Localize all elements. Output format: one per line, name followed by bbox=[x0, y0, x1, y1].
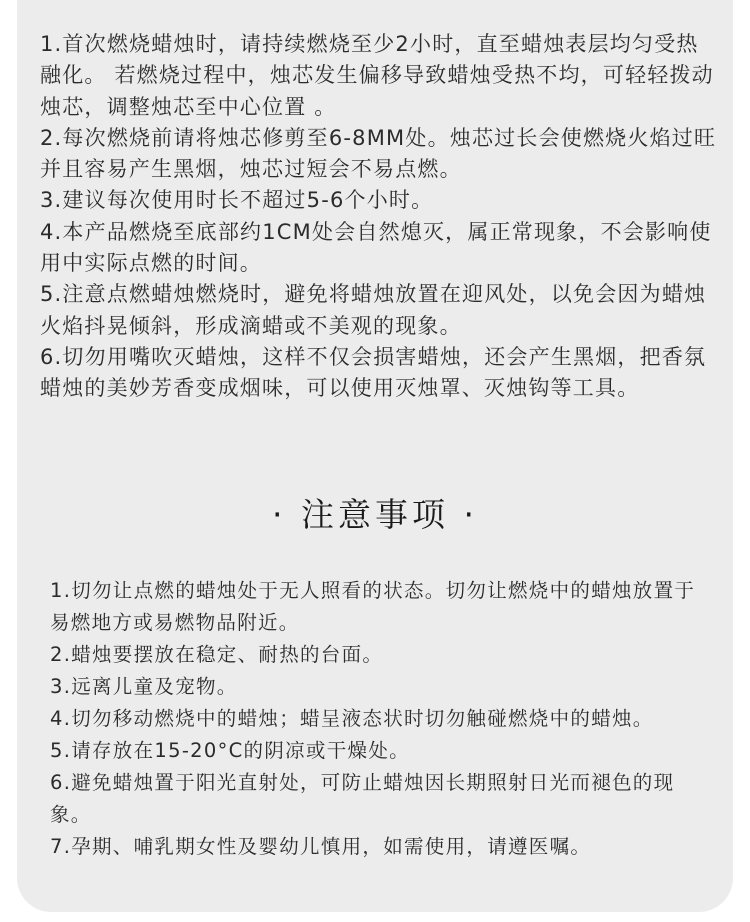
usage-instructions-list bbox=[40, 29, 720, 405]
usage-item-5: 5.注意点燃蜡烛燃烧时，避免将蜡烛放置在迎风处，以免会因为蜡烛火焰抖晃倾斜，形成滴蜡或不美观的现象。 bbox=[40, 282, 707, 338]
usage-item-3: 3.建议每次使用时长不超过5-6个小时。 bbox=[40, 188, 434, 213]
usage-item-4: 4.本产品燃烧至底部约1CM处会自然熄灭，属正常现象，不会影响使用中实际点燃的时间。 bbox=[40, 219, 712, 276]
precautions-list bbox=[50, 575, 710, 863]
usage-item-1: 1.首次燃烧蜡烛时，请持续燃烧至少2小时，直至蜡烛表层均匀受热融化。 若燃烧过程中，烛芯发生偏移导致蜡烛受热不均，可轻轻拨动烛芯，调整烛芯至中心位置 。 bbox=[40, 32, 714, 119]
precaution-item-7: 7.孕期、哺乳期女性及婴幼儿慎用，如需使用，请遵医嘱。 bbox=[50, 835, 592, 858]
precaution-item-5: 5.请存放在15-20°C的阴凉或干燥处。 bbox=[50, 739, 410, 762]
precaution-item-6: 6.避免蜡烛置于阳光直射处，可防止蜡烛因长期照射日光而褪色的现象。 bbox=[50, 771, 675, 826]
precaution-item-3: 3.远离儿童及宠物。 bbox=[50, 675, 238, 698]
precaution-item-4: 4.切勿移动燃烧中的蜡烛；蜡呈液态状时切勿触碰燃烧中的蜡烛。 bbox=[50, 707, 654, 730]
precaution-item-2: 2.蜡烛要摆放在稳定、耐热的台面。 bbox=[50, 643, 384, 666]
precaution-item-1: 1.切勿让点燃的蜡烛处于无人照看的状态。切勿让燃烧中的蜡烛放置于易燃地方或易燃物品附近。 bbox=[50, 579, 696, 634]
usage-item-2: 2.每次燃烧前请将烛芯修剪至6-8MM处。烛芯过长会使燃烧火焰过旺并且容易产生黑烟，烛芯过短会不易点燃。 bbox=[40, 125, 717, 182]
usage-item-6: 6.切勿用嘴吹灭蜡烛，这样不仅会损害蜡烛，还会产生黑烟，把香氛蜡烛的美妙芳香变成烟味，可以使用灭烛罩、灭烛钩等工具。 bbox=[40, 344, 707, 401]
section-title: · 注意事项 · bbox=[272, 495, 478, 534]
